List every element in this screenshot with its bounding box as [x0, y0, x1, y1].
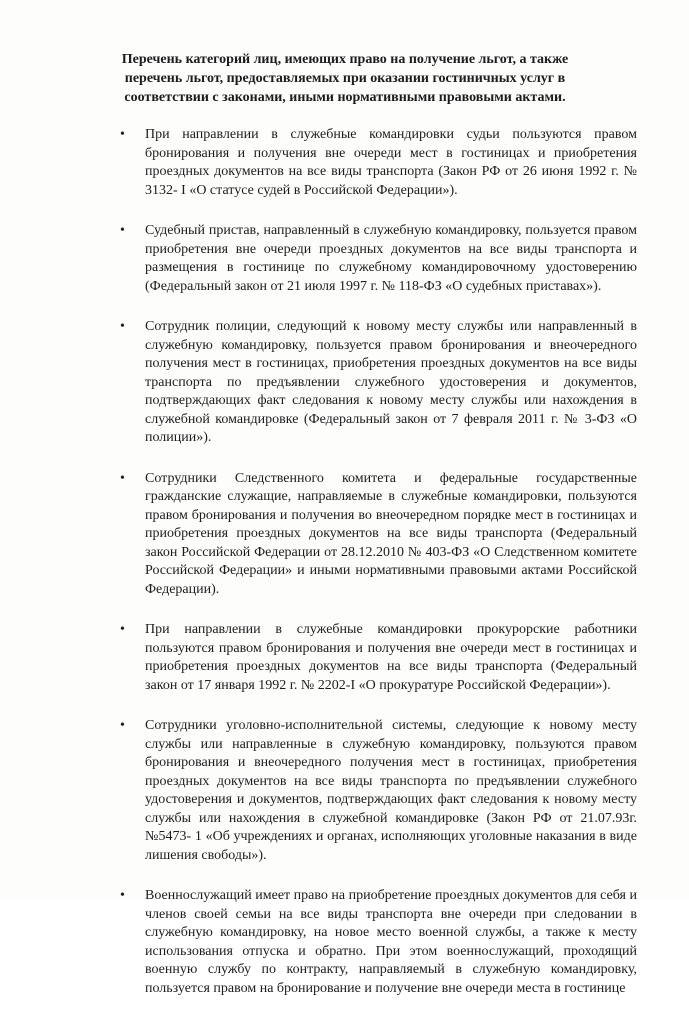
bullet-icon: •: [120, 127, 125, 142]
list-item: [120, 717, 637, 865]
list-item-text: Сотрудники уголовно-исполнительной системы, следующие к новому месту службы или направленные в служебную командировку, пользуются правом бронирования и внеочередного получения мест в гостиницах, приобретения проездных документов на все виды транспорта по предъявлении служебного удостоверения и документов, подтверждающих факт следования к новому месту службы или нахождения в служебной командировке (Закон РФ от 21.07.93г. №5473- 1 «Об учреждениях и органах, исполняющих уголовные наказания в виде лишения свободы»).: [145, 718, 637, 863]
bullet-icon: •: [120, 223, 125, 238]
list-item: [120, 126, 637, 200]
bullet-icon: •: [120, 319, 125, 334]
list-item-text: При направлении в служебные командировки прокурорские работники пользуются правом бронирования и получения вне очереди мест в гостиницах и приобретения проездных документов на все виды транспорта (Федеральный закон от 17 января 1992 г. № 2202-I «О прокуратуре Российской Федерации»).: [145, 622, 637, 693]
bullet-icon: •: [120, 888, 125, 903]
list-item-text: Сотрудники Следственного комитета и федеральные государственные гражданские служащие, направляемые в служебные командировки, пользуются правом бронирования и получения во внеочередном порядке мест в гостиницах и приобретения проездных документов на все виды транспорта (Федеральный закон Российской Федерации от 28.12.2010 № 403-ФЗ «О Следственном комитете Российской Федерации» и иными нормативными правовыми актами Российской Федерации).: [145, 470, 637, 597]
list-item-text: При направлении в служебные командировки судьи пользуются правом бронирования и получения вне очереди мест в гостиницах и приобретения проездных документов на все виды транспорта (Закон РФ от 26 июня 1992 г. № 3132- I «О статусе судей в Российской Федерации»).: [145, 127, 637, 198]
benefits-list: [0, 126, 689, 1020]
list-item-text: Военнослужащий имеет право на приобретение проездных документов для себя и членов своей семьи на все виды транспорта вне очереди при следовании в служебную командировку, на новое место военной службы, а также к месту использования отпуска и обратно. При этом военнослужащий, проходящий военную службу по контракту, направляемый в служебную командировку, пользуется правом на бронирование и получение вне очереди места в гостинице: [145, 888, 637, 996]
list-item: [120, 887, 637, 998]
list-item-text: Судебный пристав, направленный в служебную командировку, пользуется правом приобретения вне очереди проездных документов на все виды транспорта и размещения в гостинице по служебному командировочному удостоверению (Федеральный закон от 21 июля 1997 г. № 118-ФЗ «О судебных приставах»).: [145, 223, 637, 294]
list-item: [120, 318, 637, 448]
list-item: [120, 222, 637, 296]
list-item: [120, 621, 637, 695]
list-item-text: Сотрудник полиции, следующий к новому месту службы или направленный в служебную командировку, пользуется правом бронирования и внеочередного получения мест в гостиницах, приобретения проездных документов на все виды транспорта по предъявлении служебного удостоверения и документов, подтверждающих факт следования к новому месту службы или нахождения в служебной командировке (Федеральный закон от 7 февраля 2011 г. № 3-ФЗ «О полиции»).: [145, 319, 637, 445]
bullet-icon: •: [120, 622, 125, 637]
bullet-icon: •: [120, 470, 125, 486]
list-item: [120, 470, 637, 600]
bullet-icon: •: [120, 718, 125, 733]
document-title: Перечень категорий лиц, имеющих право на получение льгот, а также перечень льгот, предоставляемых при оказании гостиничных услуг в соответствии с законами, иными нормативными правовыми актами.: [121, 52, 569, 105]
